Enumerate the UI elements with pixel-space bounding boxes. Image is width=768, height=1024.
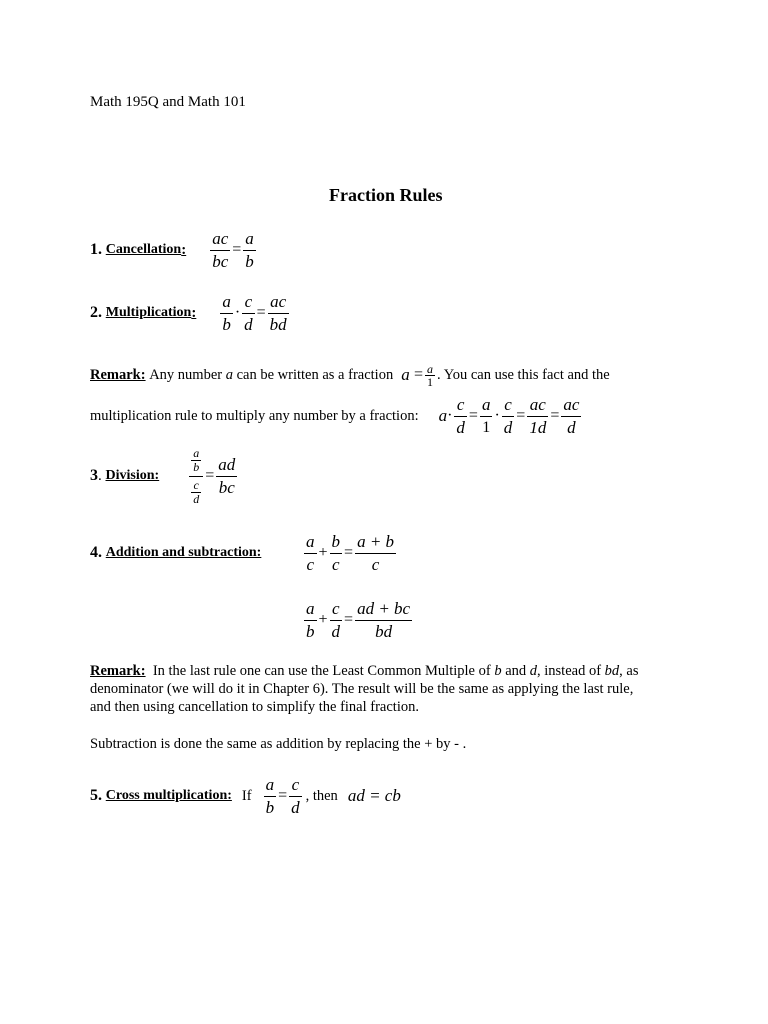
fraction: $\frac{ad}{bc}$ — [218, 454, 236, 497]
cross-multiplication-formula: $\frac{a}{b}$ = $\frac{c}{d}$ — [265, 774, 300, 817]
fraction: $\frac{a}{b}$ — [222, 291, 231, 334]
remark-2-line-2: denominator (we will do it in Chapter 6). The result will be the same as applying the last rule, — [90, 681, 634, 697]
fraction: $\frac{ac}{d}$ — [563, 394, 580, 437]
rule-number: 3 — [90, 467, 98, 484]
rule-label: Cancellation — [105, 242, 182, 257]
fraction: $\frac{ac}{1d}$ — [529, 394, 547, 437]
subtraction-note: Subtraction is done the same as addition by replacing the + by - . — [90, 736, 467, 752]
rule-cross-multiplication — [90, 772, 401, 820]
page-title: Fraction Rules — [329, 185, 443, 205]
remark-1-line-2: multiplication rule to multiply any number by a fraction: a · $\frac{c}{d}$ = $\frac{a}{1}$ · $\frac{c}{d}$ = $\frac{ac}{1d}$ = $\frac{ac}{d}$ — [90, 392, 583, 440]
rule-number: 2. — [90, 304, 102, 321]
remark-2 — [90, 662, 690, 716]
fraction: $\frac{c}{d}$ — [244, 291, 253, 334]
remark-label: Remark: — [90, 663, 146, 679]
fraction: $\frac{a}{1}$ — [481, 394, 491, 436]
addition-same-denominator-formula: $\frac{a}{c}$ + $\frac{b}{c}$ = $\frac{a + b}{c}$ — [306, 531, 395, 574]
fraction: $\frac{a}{b}$ — [193, 445, 200, 474]
fraction: $\frac{c}{d}$ — [193, 477, 200, 506]
fraction: $\frac{a}{b}$ — [306, 598, 315, 641]
addition-different-denominator-formula: $\frac{a}{b}$ + $\frac{c}{d}$ = $\frac{ad + bc}{bd}$ — [306, 598, 411, 641]
rule-number: 1. — [90, 241, 102, 258]
fraction: $\frac{c}{d}$ — [331, 598, 341, 641]
remark-2-line-1: Remark: In the last rule one can use the Least Common Multiple of b and d, instead of bd, as — [90, 663, 639, 679]
fraction: $\frac{a + b}{c}$ — [357, 531, 395, 574]
rule-number: 4. — [90, 544, 102, 561]
rule-label: Division: — [105, 468, 160, 483]
rule-cancellation: 1. Cancellation : $\frac{ac}{bc}$ = $\frac{a}{b}$ — [90, 226, 258, 274]
rule-addition — [90, 529, 261, 577]
fraction: $\frac{c}{d}$ — [456, 394, 465, 437]
fraction: $\frac{a}{b}$ — [265, 774, 275, 817]
course-header: Math 195Q and Math 101 — [90, 94, 246, 110]
fraction: $\frac{b}{c}$ — [331, 531, 341, 574]
rule-multiplication: 2. Multiplication : $\frac{a}{b}$ · $\frac{c}{d}$ = $\frac{ac}{bd}$ — [90, 289, 291, 337]
a-as-fraction-formula: a = $\frac{a}{1}$ — [401, 361, 433, 389]
remark-1-line-1: Remark: Any number a can be written as a fraction a = $\frac{a}{1}$ . You can use this fact and the — [90, 361, 610, 389]
fraction: $\frac{ac}{bc}$ — [212, 228, 229, 271]
remark-label: Remark: — [90, 367, 146, 383]
fraction: $\frac{ac}{bd}$ — [269, 291, 287, 334]
fraction: $\frac{a}{1}$ — [426, 361, 433, 389]
rule-label: Cross multiplication: — [105, 788, 232, 803]
if-text: If — [241, 787, 252, 804]
rule-division: 3 . Division: $\frac{\frac{a}{b}}{\frac{c}{d}}$ = $\frac{ad}{bc}$ — [90, 444, 239, 508]
multiplication-formula: $\frac{a}{b}$ · $\frac{c}{d}$ = $\frac{ac}{bd}$ — [222, 291, 287, 334]
fraction: $\frac{a}{c}$ — [306, 531, 315, 574]
remark-2-line-3: and then using cancellation to simplify the final fraction. — [90, 699, 419, 715]
fraction: $\frac{c}{d}$ — [503, 394, 513, 437]
number-times-fraction-formula: a · $\frac{c}{d}$ = $\frac{a}{1}$ · $\frac{c}{d}$ = $\frac{ac}{1d}$ = $\frac{ac}{d}$ — [438, 394, 580, 437]
fraction: $\frac{c}{d}$ — [291, 774, 300, 817]
fraction: $\frac{ad + bc}{bd}$ — [357, 598, 411, 641]
cross-result: ad = cb — [347, 786, 401, 805]
rule-label: Multiplication — [105, 305, 192, 320]
compound-fraction — [189, 447, 203, 506]
rule-label: Addition and subtraction: — [105, 545, 262, 560]
fraction: $\frac{a}{b}$ — [245, 228, 254, 271]
division-formula: $\frac{\frac{a}{b}}{\frac{c}{d}}$ = $\frac{ad}{bc}$ — [187, 447, 239, 506]
cancellation-formula: $\frac{ac}{bc}$ = $\frac{a}{b}$ — [212, 228, 254, 271]
rule-number: 5. — [90, 787, 102, 804]
then-text: , then — [305, 787, 338, 804]
